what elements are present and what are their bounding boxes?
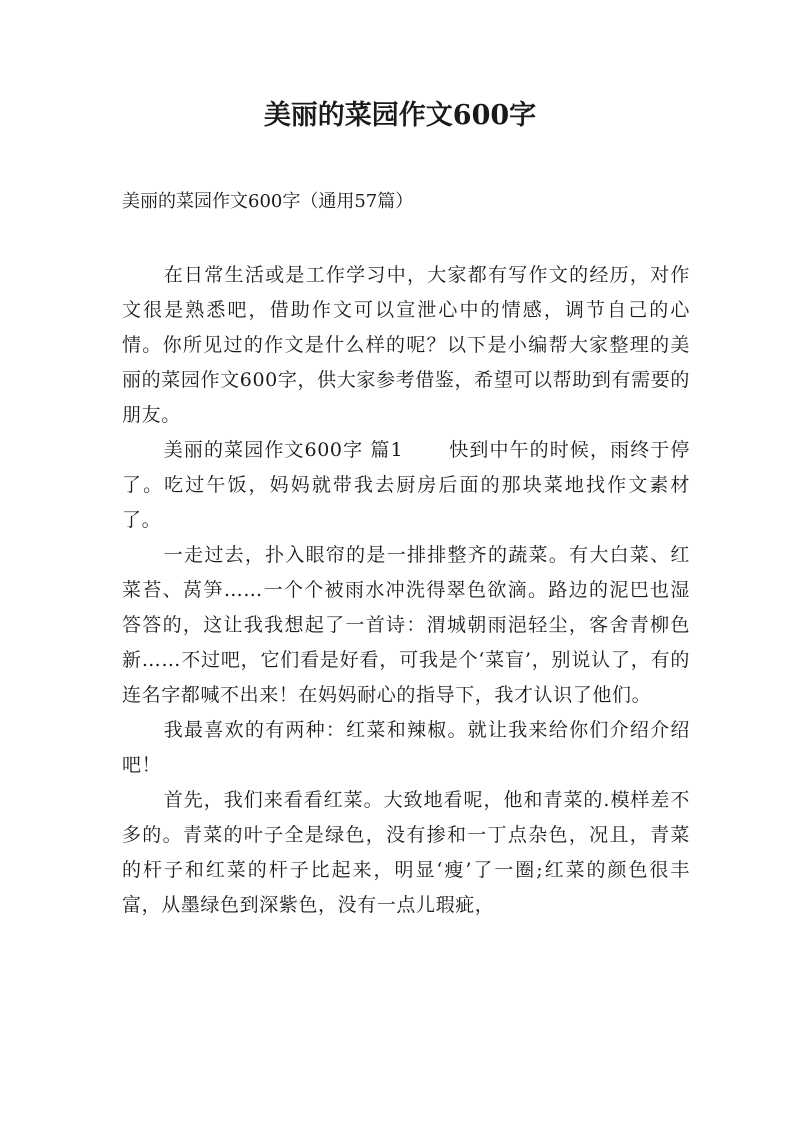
section-heading: 美丽的菜园作文600字 篇1 <box>163 439 404 461</box>
section-1-paragraph <box>122 433 690 538</box>
paragraph-vegetables: 一走过去，扑入眼帘的是一排排整齐的蔬菜。有大白菜、红菜苔、莴笋……一个个被雨水冲洗得翠色欲滴。路边的泥巴也湿答答的，这让我我想起了一首诗：渭城朝雨浥轻尘，客舍青柳色新……不过吧，它们看是好看，可我是个‘菜盲’，别说认了，有的连名字都喊不出来！在妈妈耐心的指导下，我才认识了他们。 <box>122 544 690 706</box>
paragraph-favorites: 我最喜欢的有两种：红菜和辣椒。就让我来给你们介绍介绍吧！ <box>122 719 690 776</box>
article-body <box>122 258 690 923</box>
intro-paragraph: 在日常生活或是工作学习中，大家都有写作文的经历，对作文很是熟悉吧，借助作文可以宣泄心中的情感，调节自己的心情。你所见过的作文是什么样的呢？以下是小编帮大家整理的美丽的菜园作文600字，供大家参考借鉴，希望可以帮助到有需要的朋友。 <box>122 264 690 426</box>
document-subtitle: 美丽的菜园作文600字（通用57篇） <box>122 191 414 212</box>
document-title: 美丽的菜园作文600字 <box>263 100 537 131</box>
paragraph-red-vegetable: 首先，我们来看看红菜。大致地看呢，他和青菜的.模样差不多的。青菜的叶子全是绿色，没有掺和一丁点杂色，况且，青菜的杆子和红菜的杆子比起来，明显‘瘦’了一圈;红菜的颜色很丰富，从墨绿色到深紫色，没有一点儿瑕疵， <box>122 789 690 916</box>
section-1-text: 快到中午的时候，雨终于停了。吃过午饭，妈妈就带我去厨房后面的那块菜地找作文素材了。 <box>122 439 691 531</box>
